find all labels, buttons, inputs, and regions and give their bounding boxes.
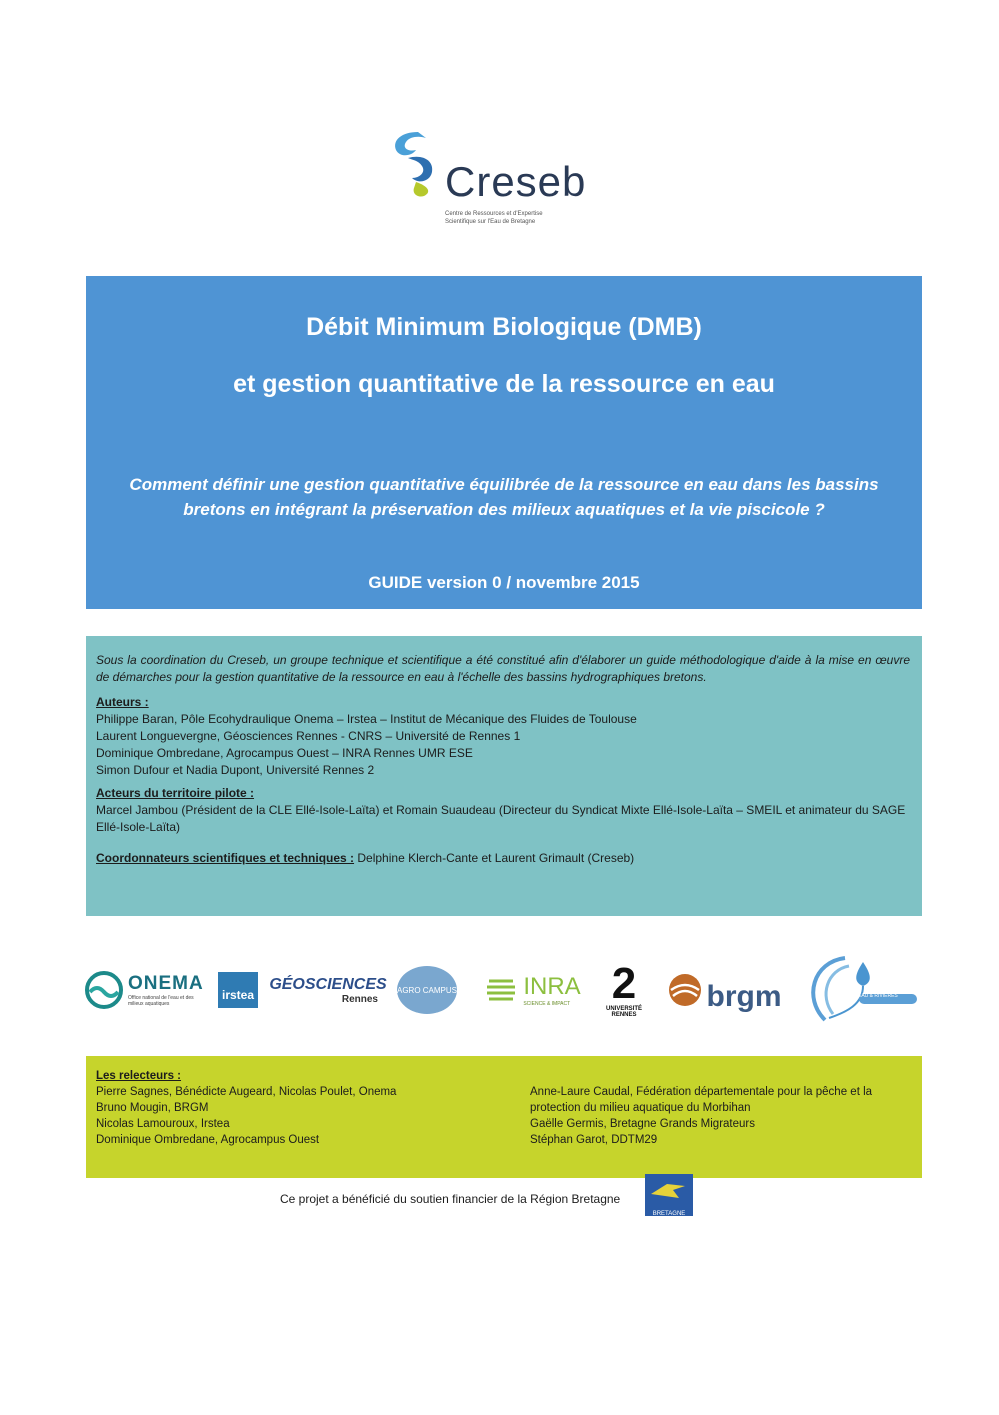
irstea-logo (212, 950, 264, 1030)
geosciences-city: Rennes (341, 993, 378, 1005)
subtitle-question: Comment définir une gestion quantitative équilibrée de la ressource en eau dans les bassins bretons en intégrant la préservation des milieux aquatiques et la vie piscicole ? (129, 475, 879, 519)
inra-name: INRA (523, 973, 581, 1000)
inra-leaf-icon (485, 973, 519, 1007)
creseb-subtitle: Centre de Ressources et d'Expertise Scientifique sur l'Eau de Bretagne (445, 211, 543, 225)
coordinators-line (96, 850, 910, 867)
authors-box (86, 636, 922, 916)
brgm-logo (666, 950, 782, 1030)
region-bretagne-logo (645, 1174, 693, 1216)
agrocampus-name: AGRO CAMPUS (397, 966, 457, 1014)
onema-logo (82, 950, 210, 1030)
brgm-globe-icon (667, 972, 703, 1008)
author-line: Simon Dufour et Nadia Dupont, Université Rennes 2 (96, 763, 375, 777)
agrocampus-logo (392, 950, 462, 1030)
guide-version: GUIDE version 0 / novembre 2015 (368, 573, 640, 592)
relecteur-line: Stéphan Garot, DDTM29 (530, 1134, 658, 1146)
universite-rennes-logo (590, 950, 658, 1030)
relecteur-line: Bruno Mougin, BRGM (96, 1102, 209, 1114)
inra-subtitle: SCIENCE & IMPACT (523, 1001, 571, 1007)
coordinators-heading: Coordonnateurs scientifiques et techniques : (96, 851, 355, 865)
brgm-name: brgm (706, 980, 782, 1013)
universite-rennes-glyph: 2 (611, 959, 637, 1008)
creseb-swirl-icon (388, 128, 444, 198)
inra-logo (478, 950, 588, 1030)
water-drop-icon (799, 952, 919, 1028)
onema-subtitle: Office national de l'eau et des milieux aquatiques (128, 995, 194, 1007)
author-line: Laurent Longuevergne, Géosciences Rennes - CNRS – Université de Rennes 1 (96, 729, 521, 743)
geosciences-logo (264, 950, 392, 1030)
author-line: Dominique Ombredane, Agrocampus Ouest – INRA Rennes UMR ESE (96, 746, 473, 760)
actors-heading: Acteurs du territoire pilote : (96, 786, 255, 800)
relecteur-line: Anne-Laure Caudal, Fédération départementale pour la pêche et la protection du milieu aquatique du Morbihan (530, 1086, 873, 1114)
universite-rennes-name: UNIVERSITÉ RENNES (605, 1006, 642, 1018)
irstea-name: irstea (218, 972, 258, 1008)
relecteurs-heading: Les relecteurs : (96, 1070, 182, 1082)
onema-name: ONEMA (128, 973, 204, 994)
title-box (86, 276, 922, 609)
coordinators-text: Delphine Klerch-Cante et Laurent Grimault (Creseb) (354, 851, 635, 865)
title-line-1: Débit Minimum Biologique (DMB) (306, 313, 702, 341)
creseb-logo (388, 128, 618, 233)
relecteur-line: Dominique Ombredane, Agrocampus Ouest (96, 1134, 320, 1146)
relecteur-line: Gaëlle Germis, Bretagne Grands Migrateurs (530, 1118, 755, 1130)
actors-text: Marcel Jambou (Président de la CLE Ellé-Isole-Laïta) et Romain Suaudeau (Directeur du Syndicat Mixte Ellé-Isole-Laïta – SMEIL et animateur du SAGE Ellé-Isole-Laïta) (96, 803, 906, 834)
funding-statement: Ce projet a bénéficié du soutien financier de la Région Bretagne (280, 1192, 621, 1206)
geosciences-name: GÉOSCIENCES (269, 975, 387, 993)
creseb-wordmark: Creseb (445, 158, 587, 205)
region-bretagne-icon (645, 1174, 693, 1206)
region-bretagne-name: BRETAGNE (652, 1211, 686, 1217)
onema-wave-icon (84, 970, 124, 1010)
water-network-name: EAU & RIVIÈRES (858, 993, 898, 999)
relecteur-line: Pierre Sagnes, Bénédicte Augeard, Nicolas Poulet, Onema (96, 1086, 397, 1098)
title-line-2: et gestion quantitative de la ressource en eau (233, 370, 775, 398)
intro-paragraph: Sous la coordination du Creseb, un groupe technique et scientifique a été constitué afin d'élaborer un guide méthodologique d'aide à la mise en œuvre de démarches pour la gestion quantitative de la ressource en eau à l'échelle des bassins hydrographiques bretons. (96, 653, 910, 684)
author-line: Philippe Baran, Pôle Ecohydraulique Onema – Irstea – Institut de Mécanique des Fluides de Toulouse (96, 712, 637, 726)
relecteur-line: Nicolas Lamouroux, Irstea (96, 1118, 230, 1130)
water-network-logo (796, 950, 922, 1030)
authors-heading: Auteurs : (96, 695, 149, 709)
relecteurs-box (86, 1056, 922, 1178)
